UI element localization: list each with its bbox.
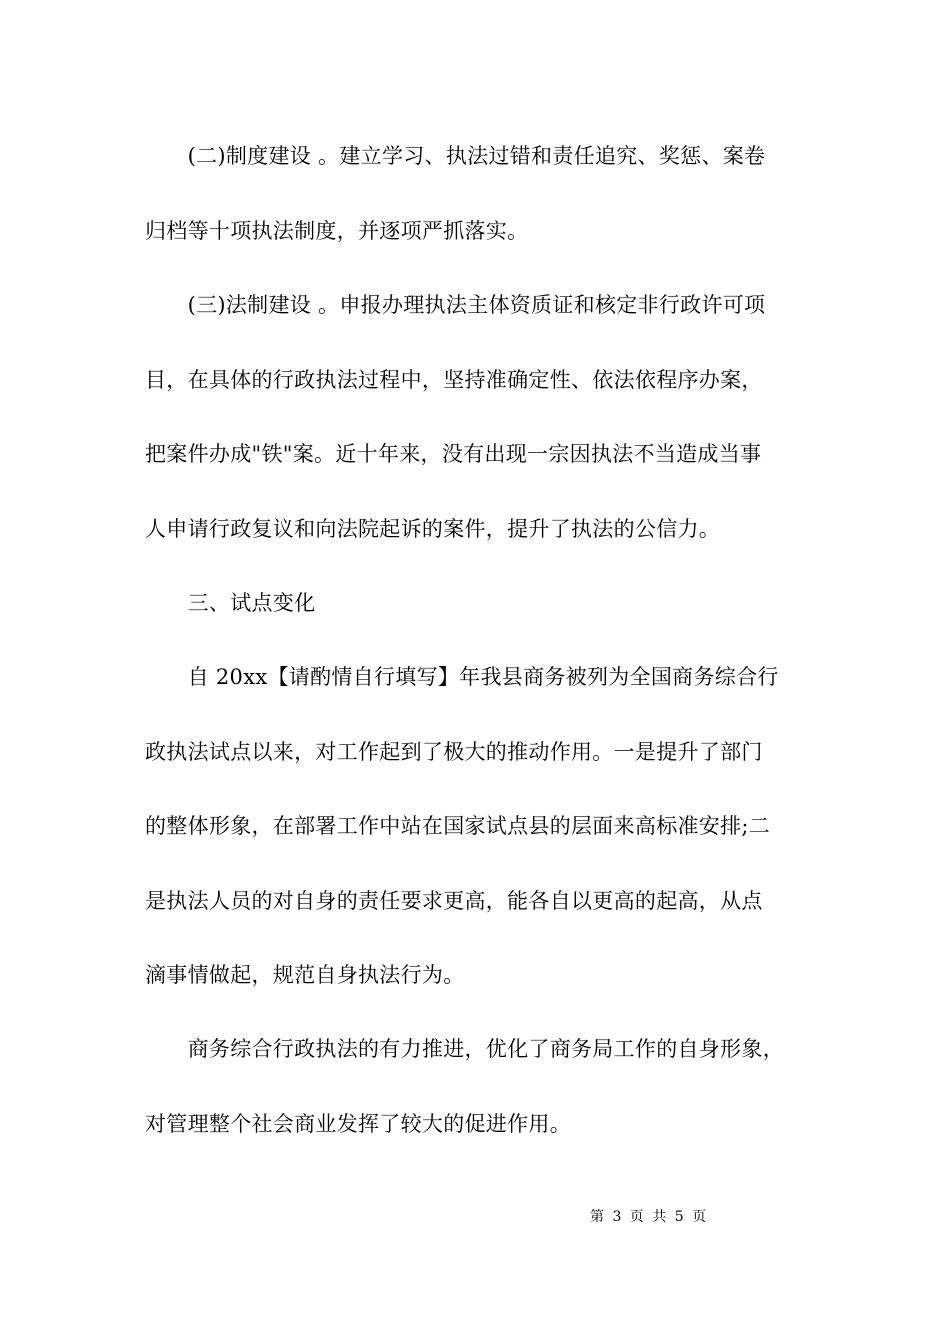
text-line: 人申请行政复议和向法院起诉的案件，提升了执法的公信力。 <box>145 516 721 541</box>
text-line: 自 20xx【请酌情自行填写】年我县商务被列为全国商务综合行 <box>145 665 779 689</box>
paragraph-legal-building <box>145 268 810 566</box>
text-line: (三)法制建设 。申报办理执法主体资质证和核定非行政许可项 <box>145 293 766 317</box>
text-line: 对管理整个社会商业发挥了较大的促进作用。 <box>145 1111 571 1136</box>
text-line: 滴事情做起，规范自身执法行为。 <box>145 963 465 987</box>
text-line: 归档等十项执法制度，并逐项严抓落实。 <box>145 218 529 243</box>
text-line: 政执法试点以来，对工作起到了极大的推动作用。一是提升了部门 <box>145 739 763 764</box>
text-line: (二)制度建设 。建立学习、执法过错和责任追究、奖惩、案卷 <box>145 144 766 168</box>
text-line: 的整体形象，在部署工作中站在国家试点县的层面来高标准安排;二 <box>145 814 771 838</box>
text-line: 商务综合行政执法的有力推进，优化了商务局工作的自身形象， <box>145 1037 784 1061</box>
page-number-footer: 第 3 页 共 5 页 <box>590 1209 709 1225</box>
text-line: 把案件办成"铁"案。近十年来，没有出现一宗因执法不当造成当事 <box>145 442 762 466</box>
text-line: 目，在具体的行政执法过程中，坚持准确定性、依法依程序办案， <box>145 367 763 392</box>
text-line: 是执法人员的对自身的责任要求更高，能各自以更高的起高，从点 <box>145 888 763 913</box>
section-heading-pilot-changes <box>145 566 810 641</box>
text-line: 三、试点变化 <box>145 591 316 615</box>
paragraph-system-building <box>145 119 810 268</box>
paragraph-pilot-effects <box>145 640 810 1013</box>
paragraph-conclusion <box>145 1012 810 1161</box>
